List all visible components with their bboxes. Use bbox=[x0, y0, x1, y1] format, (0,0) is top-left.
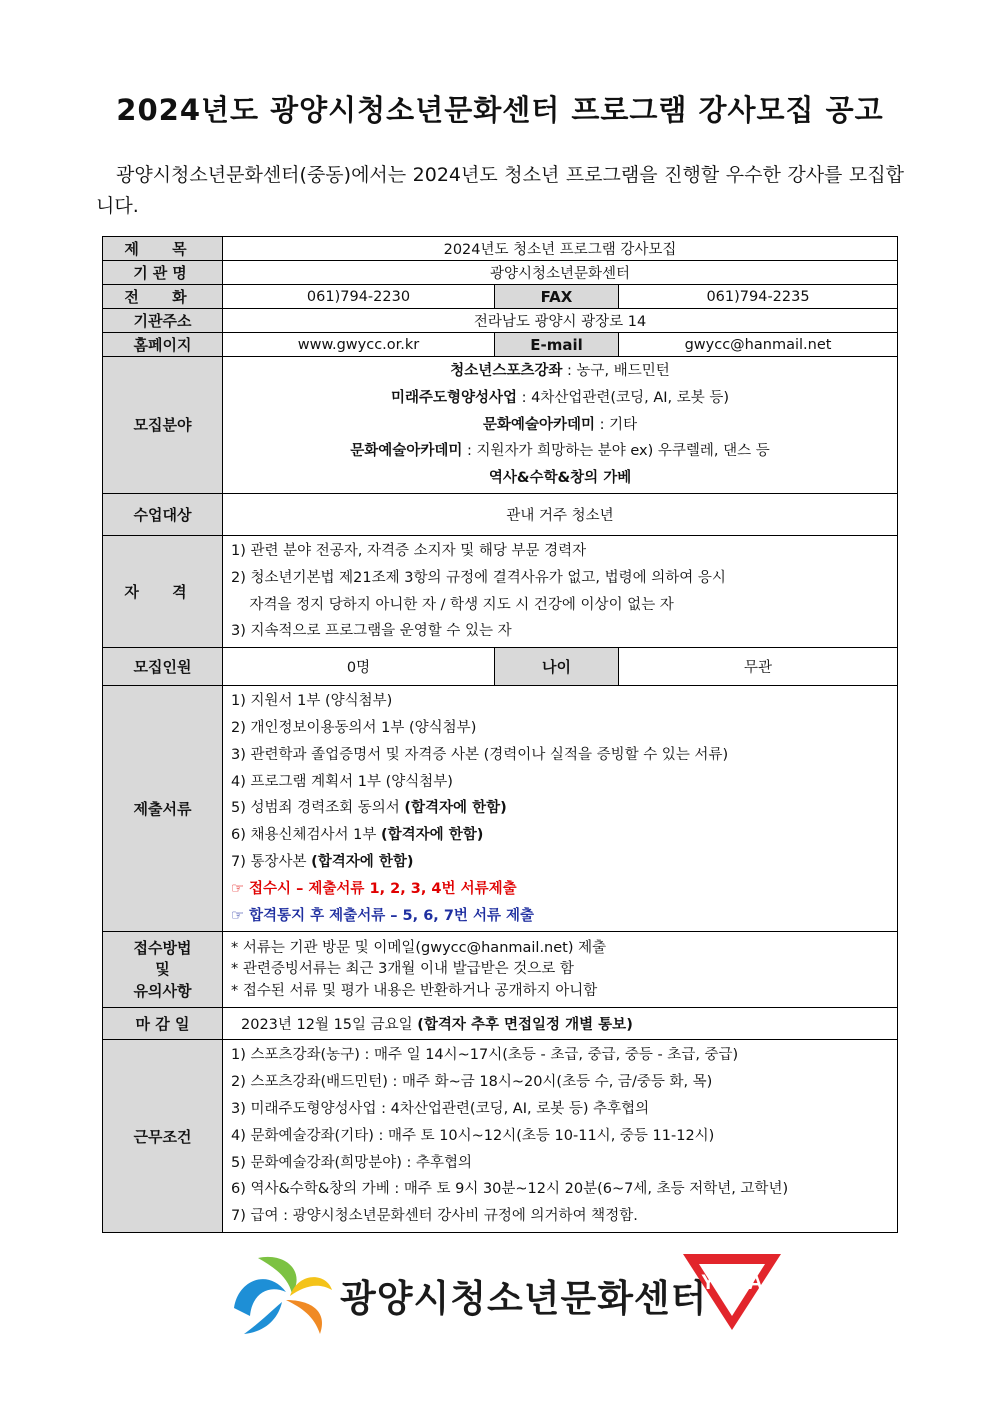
field-item-title: 문화예술아카데미 bbox=[350, 443, 463, 460]
qual-item: 3) 지속적으로 프로그램을 운영할 수 있는 자 bbox=[231, 623, 512, 640]
method-list bbox=[231, 938, 889, 1003]
row-address bbox=[103, 309, 898, 333]
field-item-desc: : 기타 bbox=[594, 416, 638, 433]
doc-item bbox=[231, 849, 889, 876]
value-count: 0명 bbox=[223, 648, 495, 686]
row-homepage bbox=[103, 333, 898, 357]
row-org bbox=[103, 261, 898, 285]
work-item: 5) 문화예술강좌(희망분야) : 추후협의 bbox=[231, 1154, 473, 1171]
qual-item: 자격을 정지 당하지 아니한 자 / 학생 지도 시 건강에 이상이 없는 자 bbox=[231, 596, 674, 613]
value-method bbox=[223, 932, 898, 1008]
work-item: 4) 문화예술강좌(기타) : 매주 토 10시~12시(초등 10-11시, 중등 11-12시) bbox=[231, 1127, 715, 1144]
doc-item-note: (합격자에 한함) bbox=[381, 827, 484, 844]
value-age: 무관 bbox=[619, 648, 898, 686]
ymca-text: YMCA bbox=[701, 1271, 763, 1294]
row-method bbox=[103, 932, 898, 1008]
field-item bbox=[231, 438, 889, 465]
doc-item-text: 1) 지원서 1부 (양식첨부) bbox=[231, 693, 393, 710]
ymca-logo-icon bbox=[683, 1254, 781, 1332]
org-name: 광양시청소년문화센터 bbox=[340, 1277, 708, 1320]
label-docs: 제출서류 bbox=[103, 686, 223, 932]
doc-item-text: 5) 성범죄 경력조회 동의서 bbox=[231, 800, 405, 817]
value-org: 광양시청소년문화센터 bbox=[223, 261, 898, 285]
row-qual bbox=[103, 535, 898, 647]
method-item: * 관련증빙서류는 최근 3개월 이내 발급받은 것으로 함 bbox=[231, 961, 574, 978]
field-item-desc: : 4차산업관련(코딩, AI, 로봇 등) bbox=[517, 389, 730, 406]
label-age: 나이 bbox=[495, 648, 619, 686]
field-item bbox=[231, 465, 889, 492]
label-method-line: 및 bbox=[155, 960, 170, 979]
label-method bbox=[103, 932, 223, 1008]
value-target: 관내 거주 청소년 bbox=[223, 493, 898, 535]
label-deadline: 마 감 일 bbox=[103, 1008, 223, 1040]
label-count: 모집인원 bbox=[103, 648, 223, 686]
field-item bbox=[231, 385, 889, 412]
doc-item bbox=[231, 742, 889, 769]
doc-item-note: (합격자에 한함) bbox=[311, 853, 414, 870]
row-docs bbox=[103, 686, 898, 932]
row-count bbox=[103, 648, 898, 686]
doc-item-text: 4) 프로그램 계획서 1부 (양식첨부) bbox=[231, 773, 453, 790]
logo-orange-shape bbox=[286, 1300, 322, 1334]
page-title: 2024년도 광양시청소년문화센터 프로그램 강사모집 공고 bbox=[116, 93, 884, 127]
field-item-title: 역사&수학&창의 가베 bbox=[488, 470, 632, 487]
label-phone: 전 화 bbox=[103, 285, 223, 309]
work-item: 7) 급여 : 광양시청소년문화센터 강사비 규정에 의거하여 책정함. bbox=[231, 1208, 638, 1225]
value-email[interactable]: gwycc@hanmail.net bbox=[619, 333, 898, 357]
field-list bbox=[231, 357, 889, 493]
center-logo-icon bbox=[228, 1250, 338, 1340]
label-work: 근무조건 bbox=[103, 1040, 223, 1233]
value-qual bbox=[223, 535, 898, 647]
label-method-line: 유의사항 bbox=[133, 981, 192, 1000]
doc-item bbox=[231, 769, 889, 796]
doc-item bbox=[231, 795, 889, 822]
value-homepage[interactable]: www.gwycc.or.kr bbox=[223, 333, 495, 357]
work-item: 2) 스포츠강좌(배드민턴) : 매주 화~금 18시~20시(초등 수, 금/중등 화, 목) bbox=[231, 1074, 713, 1091]
row-work bbox=[103, 1040, 898, 1233]
footer-logo bbox=[228, 1250, 788, 1340]
doc-item bbox=[231, 822, 889, 849]
recruit-table bbox=[102, 236, 898, 1233]
field-item-desc: : 농구, 배드민턴 bbox=[562, 363, 670, 379]
work-item: 6) 역사&수학&창의 가베 : 매주 토 9시 30분~12시 20분(6~7세, 초등 저학년, 고학년) bbox=[231, 1181, 789, 1198]
doc-item-text: 7) 통장사본 bbox=[231, 853, 312, 870]
doc-item bbox=[231, 715, 889, 742]
field-item bbox=[231, 412, 889, 439]
label-method-line: 접수방법 bbox=[133, 938, 192, 957]
label-email: E-mail bbox=[495, 333, 619, 357]
label-fax: FAX bbox=[495, 285, 619, 309]
label-homepage: 홈페이지 bbox=[103, 333, 223, 357]
value-deadline bbox=[223, 1008, 898, 1040]
work-item: 1) 스포츠강좌(농구) : 매주 일 14시~17시(초등 - 초급, 중급, 중등 - 초급, 중급) bbox=[231, 1047, 739, 1064]
qual-list bbox=[231, 536, 889, 647]
row-field bbox=[103, 357, 898, 494]
value-field bbox=[223, 357, 898, 494]
work-item: 3) 미래주도형양성사업 : 4차산업관련(코딩, AI, 로봇 등) 추후협의 bbox=[231, 1100, 650, 1117]
intro-paragraph: 광양시청소년문화센터(중동)에서는 2024년도 청소년 프로그램을 진행할 우수한 강사를 모집합니다. bbox=[96, 164, 904, 217]
doc-item bbox=[231, 688, 889, 715]
value-fax: 061)794-2235 bbox=[619, 285, 898, 309]
field-item bbox=[231, 358, 889, 385]
work-list bbox=[231, 1040, 889, 1232]
method-item: * 접수된 서류 및 평가 내용은 반환하거나 공개하지 아니함 bbox=[231, 982, 598, 999]
label-address: 기관주소 bbox=[103, 309, 223, 333]
row-deadline bbox=[103, 1008, 898, 1040]
value-work bbox=[223, 1040, 898, 1233]
doc-item-text: 2) 개인정보이용동의서 1부 (양식첨부) bbox=[231, 719, 477, 736]
row-target bbox=[103, 493, 898, 535]
doc-note-red: ☞ 접수시 – 제출서류 1, 2, 3, 4번 서류제출 bbox=[231, 880, 517, 897]
field-item-title: 청소년스포츠강좌 bbox=[450, 363, 563, 379]
field-item-desc: : 지원자가 희망하는 분야 ex) 우쿠렐레, 댄스 등 bbox=[462, 443, 770, 460]
field-item-title: 미래주도형양성사업 bbox=[391, 389, 518, 406]
row-phone bbox=[103, 285, 898, 309]
deadline-date: 2023년 12월 15일 금요일 bbox=[241, 1017, 418, 1034]
deadline-note: (합격자 추후 면접일정 개별 통보) bbox=[417, 1017, 633, 1034]
doc-item-note: (합격자에 한함) bbox=[404, 800, 507, 817]
value-subject: 2024년도 청소년 프로그램 강사모집 bbox=[223, 237, 898, 261]
value-docs bbox=[223, 686, 898, 932]
method-item: * 서류는 기관 방문 및 이메일(gwycc@hanmail.net) 제출 bbox=[231, 939, 607, 956]
doc-item-text: 3) 관련학과 졸업증명서 및 자격증 사본 (경력이나 실적을 증빙할 수 있는 서류) bbox=[231, 746, 729, 763]
doc-note-blue: ☞ 합격통지 후 제출서류 – 5, 6, 7번 서류 제출 bbox=[231, 907, 535, 924]
label-org: 기관명 bbox=[103, 261, 223, 285]
value-phone: 061)794-2230 bbox=[223, 285, 495, 309]
row-subject bbox=[103, 237, 898, 261]
qual-item: 2) 청소년기본법 제21조제 3항의 규정에 결격사유가 없고, 법령에 의하여 응시 bbox=[231, 569, 726, 586]
label-target: 수업대상 bbox=[103, 493, 223, 535]
label-field: 모집분야 bbox=[103, 357, 223, 494]
label-subject: 제 목 bbox=[103, 237, 223, 261]
field-item-title: 문화예술아카데미 bbox=[482, 416, 595, 433]
value-address: 전라남도 광양시 광장로 14 bbox=[223, 309, 898, 333]
label-qual: 자 격 bbox=[103, 535, 223, 647]
qual-item: 1) 관련 분야 전공자, 자격증 소지자 및 해당 부문 경력자 bbox=[231, 542, 587, 559]
docs-list bbox=[231, 686, 889, 876]
doc-item-text: 6) 채용신체검사서 1부 bbox=[231, 827, 381, 844]
